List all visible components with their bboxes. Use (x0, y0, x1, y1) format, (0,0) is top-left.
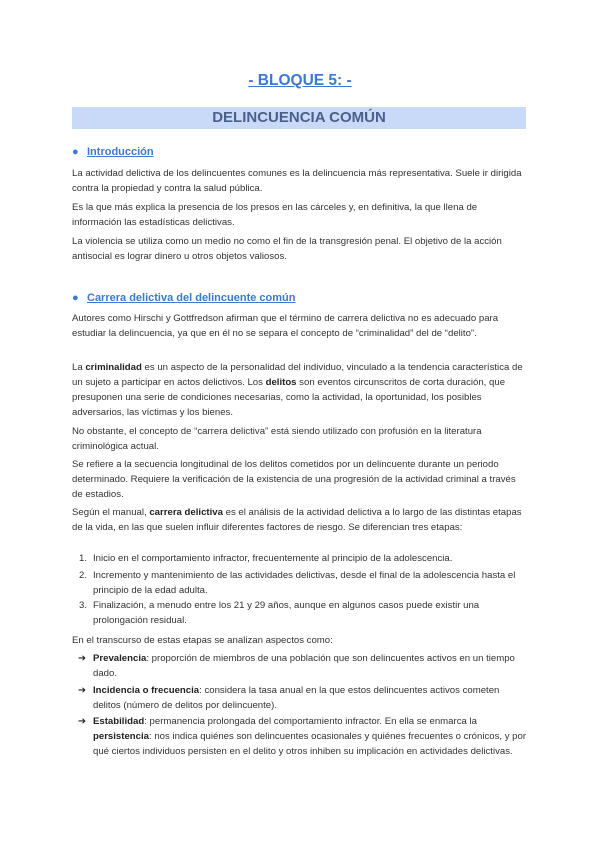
aspect-text: : nos indica quiénes son delincuentes ocasionales y quiénes frecuentes o crónicos, y por qué ciertos individuos persisten en el delito y otros inhiben su implicación en actividades delictivas. (93, 731, 527, 757)
arrow-icon: ➔ (78, 685, 87, 696)
aspect-term: Incidencia o frecuencia (93, 685, 200, 696)
intro-paragraph-1: La actividad delictiva de los delincuentes comunes es la delincuencia más representativa. Suele ir dirigida contra la propiedad y contra la salud pública. (72, 168, 522, 194)
aspect-term-persistencia: persistencia (93, 731, 149, 742)
section-title-banner: DELINCUENCIA COMÚN (72, 107, 526, 129)
carrera-paragraph-4: Se refiere a la secuencia longitudinal de los delitos cometidos por un delincuente durante un periodo determinado. Requiere la verificación de la existencia de una progresión de la actividad criminal a través de estadios. (72, 459, 516, 500)
term-criminalidad: criminalidad (85, 362, 142, 373)
aspect-term: Prevalencia (93, 653, 147, 664)
aspect-text: : proporción de miembros de una población que son delincuentes activos en un tiempo dado. (93, 653, 515, 679)
text-run: son eventos circunscritos de corta duración, que presuponen una serie de condiciones necesarias, como la actividad, la oportunidad, los posibles adversarios, las víctimas y los bienes. (72, 377, 506, 418)
arrow-icon: ➔ (78, 716, 87, 727)
aspect-item-incidencia (72, 683, 528, 713)
term-carrera-delictiva: carrera delictiva (149, 507, 223, 518)
heading-introduccion (72, 145, 154, 159)
aspect-item-prevalencia (72, 651, 528, 681)
stage-text: Incremento y mantenimiento de las actividades delictivas, desde el final de la adolescencia hasta el principio de la edad adulta. (93, 570, 516, 596)
stage-text: Finalización, a menudo entre los 21 y 29 años, aunque en algunos casos puede existir una prolongación residual. (93, 600, 480, 626)
intro-paragraph-3: La violencia se utiliza como un medio no como el fin de la transgresión penal. El objetivo de la acción antisocial es lograr dinero u otros objetos valiosos. (72, 236, 502, 262)
stage-item (72, 568, 528, 598)
stage-item (72, 551, 528, 566)
carrera-paragraph-1: Autores como Hirschi y Gottfredson afirman que el término de carrera delictiva no es adecuado para estudiar la delincuencia, ya que en él no se separa el concepto de “criminalidad” del de “delito”. (72, 313, 499, 339)
text-run: es un aspecto de la personalidad del individuo, vinculado a la tendencia característica de un sujeto a participar en actos delictivos. Los (72, 362, 523, 388)
carrera-paragraph-6: En el transcurso de estas etapas se analizan aspectos como: (72, 635, 333, 646)
carrera-paragraph-3: No obstante, el concepto de “carrera delictiva” está siendo utilizado con profusión en la literatura criminológica actual. (72, 426, 482, 452)
intro-paragraph-2: Es la que más explica la presencia de los presos en las cárceles y, en definitiva, la que llena de información las estadísticas delictivas. (72, 202, 478, 228)
list-number: 1. (79, 553, 88, 564)
term-delitos: delitos (265, 377, 297, 388)
bullet-icon: ● (72, 146, 79, 158)
text-run: es el análisis de la actividad delictiva a lo largo de las distintas etapas de la vida, en las que suelen influir diferentes factores de riesgo. Se diferencian tres etapas: (72, 507, 522, 533)
heading-text: Carrera delictiva del delincuente común (87, 292, 296, 304)
heading-text: Introducción (87, 146, 154, 158)
aspect-term: Estabilidad (93, 716, 145, 727)
stage-text: Inicio en el comportamiento infractor, frecuentemente al principio de la adolescencia. (93, 553, 453, 564)
bloque-title: - BLOQUE 5: - (248, 72, 352, 89)
bullet-icon: ● (72, 292, 79, 304)
carrera-paragraph-2 (72, 360, 528, 420)
carrera-paragraph-5 (72, 505, 528, 535)
aspect-item-estabilidad (72, 714, 528, 759)
stage-item (72, 598, 528, 628)
aspect-text: : permanencia prolongada del comportamiento infractor. En ella se enmarca la (144, 716, 477, 727)
list-number: 3. (79, 600, 88, 611)
text-run: La (72, 362, 86, 373)
arrow-icon: ➔ (78, 653, 87, 664)
list-number: 2. (79, 570, 88, 581)
text-run: Según el manual, (72, 507, 150, 518)
aspect-text: : considera la tasa anual en la que estos delincuentes activos cometen delitos (número de delitos por delincuente). (93, 685, 500, 711)
heading-carrera-delictiva (72, 291, 295, 305)
